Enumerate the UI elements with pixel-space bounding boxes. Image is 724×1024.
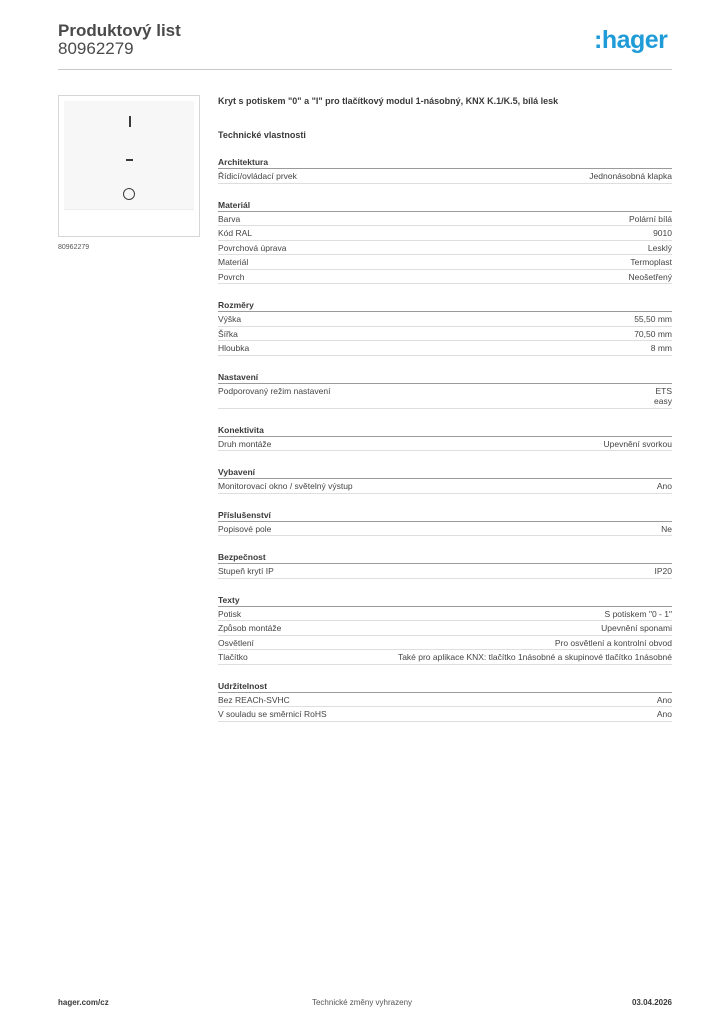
property-row: [218, 384, 672, 409]
property-value: Polární bílá: [629, 213, 672, 224]
footer-date: 03.04.2026: [631, 998, 672, 1007]
property-row: [218, 169, 672, 184]
property-value: ETS easy: [654, 385, 672, 406]
group-title: Konektivita: [218, 424, 672, 437]
property-group: [218, 371, 672, 409]
header-divider: [58, 69, 672, 70]
property-label: Barva: [218, 213, 241, 224]
property-value: Termoplast: [630, 257, 672, 267]
property-row: [218, 241, 672, 256]
property-label: Kód RAL: [218, 228, 253, 238]
property-label: Podporovaný režim nastavení: [218, 385, 331, 396]
property-value: Také pro aplikace KNX: tlačítko 1násobné a skupinové tlačítko 1násobné: [397, 652, 672, 662]
i-symbol-icon: [129, 116, 131, 127]
property-row: [218, 437, 672, 452]
product-code: 80962279: [58, 39, 134, 58]
property-label: Výška: [218, 314, 242, 324]
property-row: [218, 522, 672, 537]
property-row: [218, 636, 672, 651]
property-value: Upevnění svorkou: [603, 438, 672, 449]
property-label: Šířka: [218, 328, 238, 339]
property-label: Povrch: [218, 271, 245, 282]
properties-content: [218, 95, 672, 722]
property-value: 55,50 mm: [634, 314, 672, 324]
property-row: [218, 226, 672, 241]
o-symbol-icon: [123, 188, 135, 200]
section-heading: Technické vlastnosti: [218, 130, 306, 140]
property-value: 8 mm: [650, 343, 672, 353]
dash-symbol-icon: [126, 159, 133, 161]
group-title: Vybavení: [218, 466, 672, 479]
property-row: [218, 621, 672, 636]
property-value: Neošetřený: [628, 271, 672, 282]
group-title: Texty: [218, 594, 672, 607]
property-row: [218, 707, 672, 722]
property-row: [218, 255, 672, 270]
product-description: Kryt s potiskem "0" a "I" pro tlačítkový modul 1-násobný, KNX K.1/K.5, bílá lesk: [218, 96, 559, 106]
property-label: Řídicí/ovládací prvek: [218, 171, 297, 181]
property-row: [218, 564, 672, 579]
switch-plate: [64, 101, 194, 210]
property-label: V souladu se směrnicí RoHS: [218, 709, 327, 719]
property-value: Lesklý: [647, 242, 672, 253]
property-label: Stupeň krytí IP: [218, 566, 274, 576]
property-value: 9010: [653, 228, 672, 238]
property-row: [218, 607, 672, 622]
property-value: Ano: [656, 694, 672, 705]
property-group: [218, 680, 672, 722]
property-group: [218, 299, 672, 356]
footer-website: hager.com/cz: [58, 998, 109, 1007]
property-row: [218, 327, 672, 342]
property-label: Monitorovací okno / světelný výstup: [218, 481, 353, 491]
property-row: [218, 341, 672, 356]
property-label: Druh montáže: [218, 438, 272, 449]
group-title: Nastavení: [218, 371, 672, 384]
property-value: IP20: [654, 566, 672, 576]
property-row: [218, 479, 672, 494]
property-group: [218, 551, 672, 579]
product-image: [58, 95, 200, 237]
property-row: [218, 650, 672, 665]
property-row: [218, 212, 672, 227]
property-label: Materiál: [218, 257, 249, 267]
property-row: [218, 312, 672, 327]
hager-logo: :hager: [594, 26, 668, 54]
group-title: Udržitelnost: [218, 680, 672, 693]
group-title: Bezpečnost: [218, 551, 672, 564]
property-value: Ano: [656, 481, 672, 491]
property-label: Způsob montáže: [218, 623, 282, 633]
property-value: Ano: [656, 709, 672, 719]
property-label: Potisk: [218, 608, 242, 619]
property-value: 70,50 mm: [634, 328, 672, 339]
property-group: [218, 424, 672, 452]
property-label: Bez REACh-SVHC: [218, 694, 290, 705]
image-caption: 80962279: [58, 244, 90, 251]
property-group: [218, 594, 672, 665]
property-label: Hloubka: [218, 343, 250, 353]
property-value: S potiskem "0 - 1": [604, 608, 672, 619]
property-label: Povrchová úprava: [218, 242, 287, 253]
property-value: Ne: [661, 523, 672, 534]
property-value: Upevnění sponami: [601, 623, 672, 633]
group-title: Architektura: [218, 156, 672, 169]
property-label: Tlačítko: [218, 652, 248, 662]
group-title: Příslušenství: [218, 509, 672, 522]
property-row: [218, 693, 672, 708]
property-groups: [218, 156, 672, 722]
property-group: [218, 156, 672, 184]
property-label: Popisové pole: [218, 523, 272, 534]
property-group: [218, 466, 672, 494]
property-value: Pro osvětlení a kontrolní obvod: [554, 637, 672, 648]
group-title: Rozměry: [218, 299, 672, 312]
property-group: [218, 199, 672, 285]
property-row: [218, 270, 672, 285]
page-title: Produktový list: [58, 21, 181, 40]
property-group: [218, 509, 672, 537]
property-value: Jednonásobná klapka: [589, 171, 672, 181]
footer-notice: Technické změny vyhrazeny: [311, 998, 413, 1007]
group-title: Materiál: [218, 199, 672, 212]
property-label: Osvětlení: [218, 637, 254, 648]
